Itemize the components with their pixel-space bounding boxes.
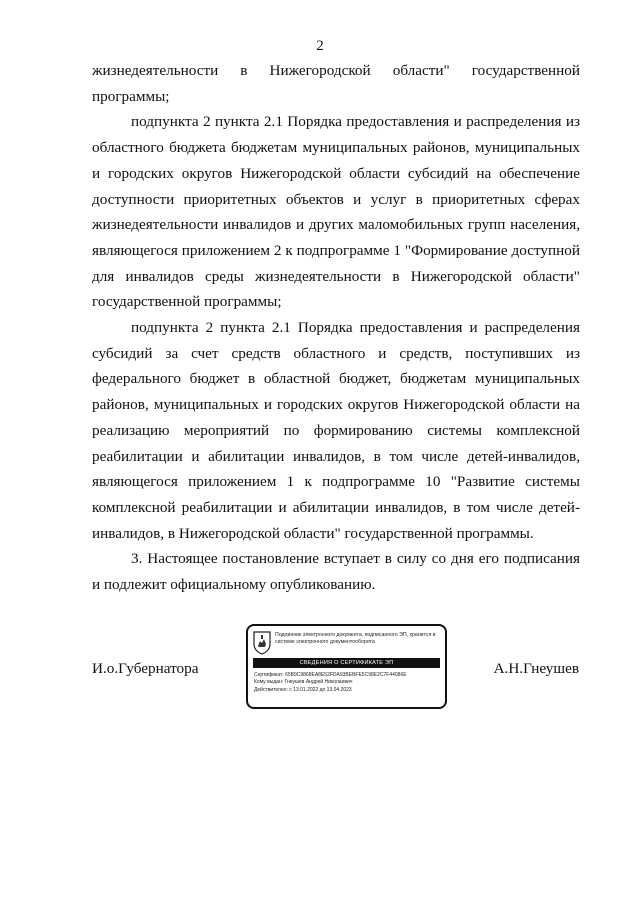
stamp-issued-to: Кому выдан: Гнеушев Андрей Николаевич (254, 679, 353, 686)
stamp-top (253, 631, 440, 655)
stamp-validity: Действителен: с 13.01.2022 до 13.04.2023 (254, 686, 352, 693)
document-body (92, 58, 580, 598)
stamp-certificate: Сертификат: 65B9C9868EA8E52FDA93BEBFE5C98E2C7F44086E (254, 672, 407, 678)
signer-name: А.Н.Гнеушев (493, 660, 579, 677)
paragraph: 3. Настоящее постановление вступает в силу со дня его подписания и подлежит официальному опубликованию. (92, 550, 580, 594)
stamp-notice: Подлинник электронного документа, подписанного ЭП, хранится в системе электронного документооборота (275, 632, 436, 645)
signer-title: И.о.Губернатора (92, 660, 199, 677)
coat-of-arms-icon (253, 631, 271, 655)
paragraph: подпункта 2 пункта 2.1 Порядка предоставления и распределения субсидий за счет средств областного и средств, поступивших из федерального бюджет в областной бюджет, бюджетам муниципальных районов, муниципальных и городских округов Нижегородской области на реализацию мероприятий по формированию системы комплексной реабилитации и абилитации инвалидов, в том числе детей-инвалидов, являющегося приложением 1 к подпрограмме 10 "Развитие системы комплексной реабилитации и абилитации инвалидов, в том числе детей-инвалидов, в Нижегородской области" государственной программы. (92, 319, 580, 542)
paragraph: жизнедеятельности в Нижегородской области" государственной программы; (92, 62, 580, 105)
stamp-header: СВЕДЕНИЯ О СЕРТИФИКАТЕ ЭП (253, 658, 440, 668)
stamp-details (254, 672, 440, 694)
electronic-signature-stamp (246, 624, 447, 709)
page-number: 2 (316, 38, 324, 54)
paragraph: подпункта 2 пункта 2.1 Порядка предоставления и распределения из областного бюджета бюджетам муниципальных районов, муниципальных и городских округов Нижегородской области субсидий на обеспечение доступности приоритетных объектов и услуг в приоритетных сферах жизнедеятельности инвалидов и других маломобильных групп населения, являющегося приложением 2 к подпрограмме 1 "Формирование доступной для инвалидов среды жизнедеятельности в Нижегородской области" государственной программы; (92, 113, 580, 311)
